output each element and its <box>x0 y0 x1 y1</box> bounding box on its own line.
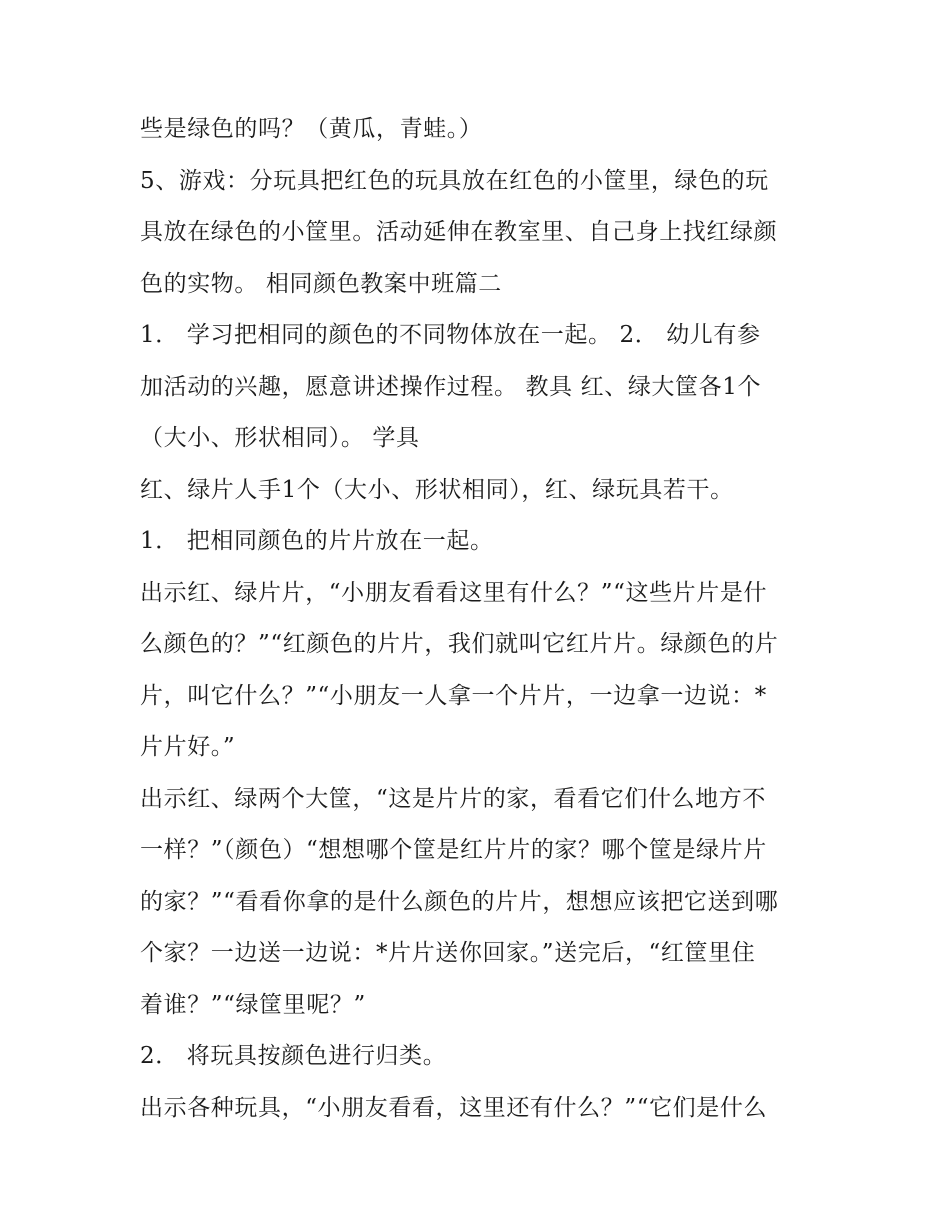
text-line: 出示红、绿片片，“小朋友看看这里有什么？”“这些片片是什 <box>140 579 768 606</box>
text-line: 么颜色的？”“红颜色的片片，我们就叫它红片片。绿颜色的片 <box>140 631 779 657</box>
text-line: 色的实物。 相同颜色教案中班篇二 <box>140 270 502 297</box>
text-line: 1． 把相同颜色的片片放在一起。 <box>140 528 494 554</box>
text-line: 片片好。” <box>140 734 236 760</box>
text-line: 片，叫它什么？”“小朋友一人拿一个片片，一边拿一边说：* <box>140 682 767 709</box>
text-line: 些是绿色的吗？（黄瓜，青蛙。） <box>140 116 483 142</box>
text-line: 1． 学习把相同的颜色的不同物体放在一起。 2． 幼儿有参 <box>140 322 761 348</box>
text-line: 出示各种玩具，“小朋友看看，这里还有什么？”“它们是什么 <box>140 1094 768 1121</box>
document-body <box>140 104 820 1134</box>
text-line: 的家？”“看看你拿的是什么颜色的片片，想想应该把它送到哪 <box>140 888 779 915</box>
text-line: 出示红、绿两个大筐，“这是片片的家，看看它们什么地方不 <box>140 785 766 812</box>
text-line: 5、游戏：分玩具把红色的玩具放在红色的小筐里，绿色的玩 <box>140 167 769 194</box>
text-line: 加活动的兴趣，愿意讲述操作过程。 教具 红、绿大筐各1个 <box>140 373 762 400</box>
text-line: 一样？”（颜色）“想想哪个筐是红片片的家？哪个筐是绿片片 <box>140 837 767 863</box>
text-line: 红、绿片人手1个（大小、形状相同），红、绿玩具若干。 <box>140 476 734 503</box>
text-line: 2． 将玩具按颜色进行归类。 <box>140 1043 447 1069</box>
text-line: 个家？一边送一边说：*片片送你回家。”送完后，“红筐里住 <box>140 940 756 966</box>
text-line: 着谁？”“绿筐里呢？” <box>140 991 366 1018</box>
text-line: （大小、形状相同）。 学具 <box>140 425 420 451</box>
text-line: 具放在绿色的小筐里。活动延伸在教室里、自己身上找红绿颜 <box>140 219 778 245</box>
